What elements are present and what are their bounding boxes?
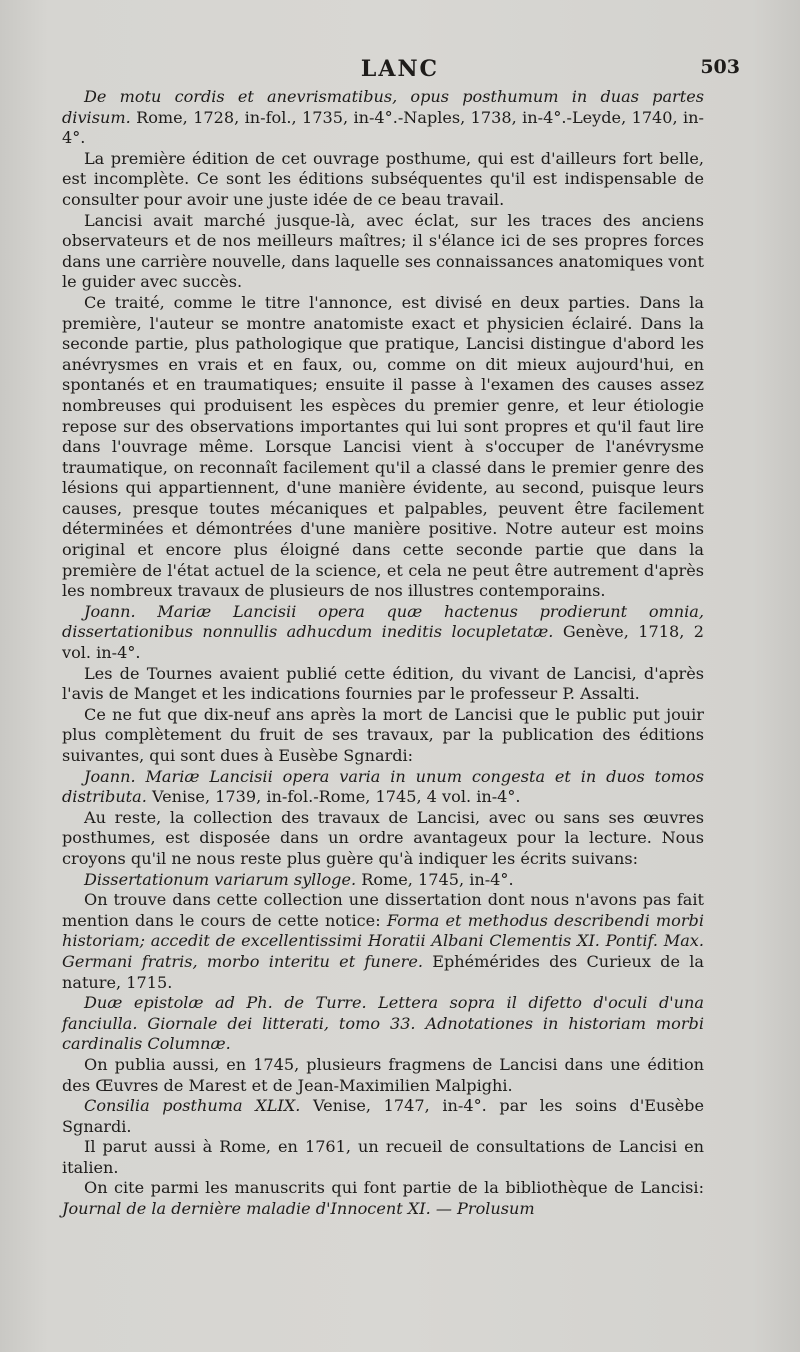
text-segment: La première édition de cet ouvrage posthume, qui est d'ailleurs fort belle, est incomplète. Ce sont les éditions subséquentes qu'il est indispensable de consulter pour avoir une juste idée de ce beau travail.	[62, 148, 704, 209]
text-segment: Il parut aussi à Rome, en 1761, un recueil de consultations de Lancisi en italien.	[62, 1137, 704, 1177]
paragraph	[62, 808, 704, 870]
italic-text-segment: Forma et methodus describendi morbi historiam; accedit de excellentissimi Horatii Albani Clementis XI. Pontif. Max. Germani fratris, morbo interitu et funere.	[62, 910, 704, 971]
italic-text-segment: Consilia posthuma XLIX.	[84, 1096, 301, 1116]
text-segment: Les de Tournes avaient publié cette édition, du vivant de Lancisi, d'après l'avis de Manget et les indications fournies par le professeur P. Assalti.	[62, 663, 704, 704]
paragraph	[62, 1055, 704, 1096]
text-segment: Au reste, la collection des travaux de Lancisi, avec ou sans ses œuvres posthumes, est disposée dans un ordre avantageux pour la lecture. Nous croyons qu'il ne nous reste plus guère qu'à indiquer les écrits suivans:	[62, 807, 704, 868]
paragraph	[62, 1178, 704, 1219]
text-segment: On publia aussi, en 1745, plusieurs fragmens de Lancisi dans une édition des Œuvres de Marest et de Jean-Maximilien Malpighi.	[62, 1054, 704, 1095]
body-text	[62, 87, 704, 1220]
text-segment: Venise, 1747, in-4°. par les soins d'Eusèbe Sgnardi.	[62, 1096, 704, 1136]
paragraph	[62, 890, 704, 993]
text-segment: On trouve dans cette collection une dissertation dont nous n'avons pas fait mention dans le cours de cette notice:	[62, 890, 704, 930]
text-segment: Genève, 1718, 2 vol. in-4°.	[62, 622, 704, 663]
text-segment: On cite parmi les manuscrits qui font partie de la bibliothèque de Lancisi:	[84, 1178, 704, 1198]
paragraph	[62, 767, 704, 808]
paragraph	[62, 602, 704, 664]
paragraph	[62, 149, 704, 211]
italic-text-segment: Journal de la dernière maladie d'Innocent XI. — Prolusum	[62, 1199, 535, 1219]
paragraph	[62, 870, 704, 891]
paragraph	[62, 993, 704, 1055]
page-number: 503	[700, 56, 740, 78]
paragraph	[62, 1137, 704, 1178]
italic-text-segment: Duæ epistolæ ad Ph. de Turre. Lettera sopra il difetto d'oculi d'una fanciulla. Giornale dei litterati, tomo 33. Adnotationes in historiam morbi cardinalis Columnæ.	[62, 993, 704, 1054]
text-segment: Ephémérides des Curieux de la nature, 1715.	[62, 951, 705, 992]
paragraph	[62, 705, 704, 767]
italic-text-segment: Dissertationum variarum sylloge.	[84, 869, 357, 889]
running-head: LANC	[360, 56, 440, 82]
italic-text-segment: Joann. Mariæ Lancisii opera quæ hactenus prodierunt omnia, dissertationibus nonnullis adhucdum ineditis locupletatæ.	[62, 601, 704, 642]
text-segment: Venise, 1739, in-fol.-Rome, 1745, 4 vol. in-4°.	[146, 787, 521, 807]
paragraph	[62, 664, 704, 705]
paragraph	[62, 1096, 704, 1137]
text-segment: Lancisi avait marché jusque-là, avec éclat, sur les traces des anciens observateurs et de nos meilleurs maîtres; il s'élance ici de ses propres forces dans une carrière nouvelle, dans laquelle ses connaissances anatomiques vont le guider avec succès.	[62, 210, 704, 292]
page-header	[60, 56, 740, 86]
paragraph	[62, 293, 704, 602]
paragraph	[62, 87, 704, 149]
text-segment: Ce traité, comme le titre l'annonce, est divisé en deux parties. Dans la première, l'auteur se montre anatomiste exact et physicien éclairé. Dans la seconde partie, plus pathologique que pratique, Lancisi distingue d'abord les anévrysmes en vrais et en faux, ou, comme on dit mieux aujourd'hui, en spontanés et en traumatiques; ensuite il passe à l'examen des causes assez nombreuses qui produisent les espèces du premier genre, et leur étiologie repose sur des observations importantes qui lui sont propres et qu'il faut lire dans l'ouvrage même. Lorsque Lancisi vient à s'occuper de l'anévrysme traumatique, on reconnaît facilement qu'il a classé dans le premier genre des lésions qui appartiennent, d'une manière évidente, au second, puisque leurs causes, presque toutes mécaniques et palpables, peuvent être facilement déterminées et démontrées d'une manière positive. Notre auteur est moins original et encore plus éloigné dans cette seconde partie que dans la première de l'état actuel de la science, et cela ne peut être autrement d'après les nombreux travaux de plusieurs de nos illustres contemporains.	[62, 292, 704, 601]
paragraph	[62, 211, 704, 293]
text-segment: Ce ne fut que dix-neuf ans après la mort de Lancisi que le public put jouir plus complètement du fruit de ses travaux, par la publication des éditions suivantes, qui sont dues à Eusèbe Sgnardi:	[62, 704, 704, 765]
text-segment: Rome, 1728, in-fol., 1735, in-4°.-Naples, 1738, in-4°.-Leyde, 1740, in-4°.	[62, 107, 704, 148]
text-segment: Rome, 1745, in-4°.	[356, 869, 514, 889]
italic-text-segment: De motu cordis et anevrismatibus, opus posthumum in duas partes divisum.	[62, 87, 704, 127]
italic-text-segment: Joann. Mariæ Lancisii opera varia in unum congesta et in duos tomos distributa.	[62, 766, 704, 807]
